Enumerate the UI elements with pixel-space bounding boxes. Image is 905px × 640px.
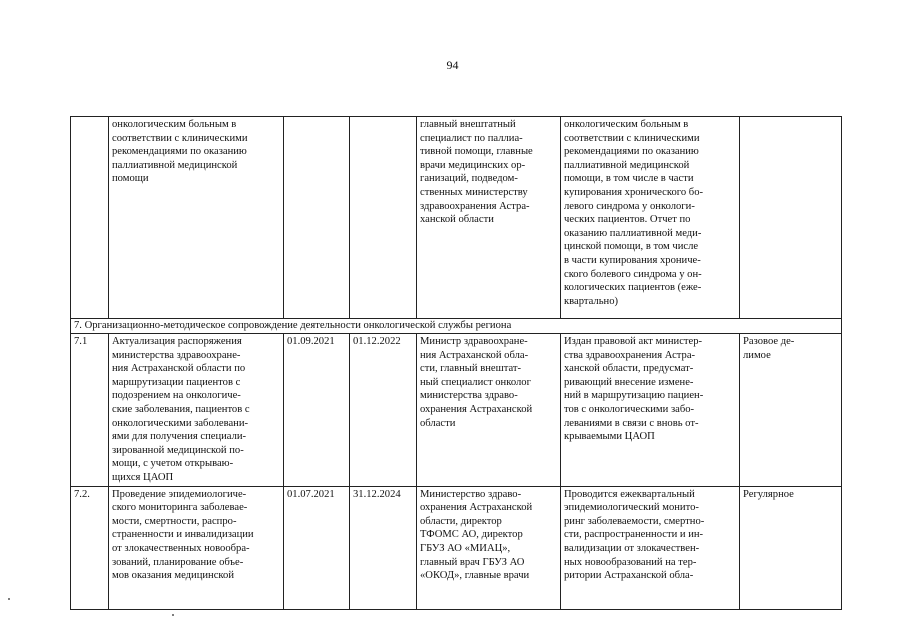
- scan-speck: [172, 614, 174, 616]
- row-number: 7.2.: [71, 486, 109, 609]
- type-cell: Регулярное: [740, 486, 842, 609]
- result-cell: онкологическим больным в соответствии с клиническими рекомендациями по оказанию паллиативной медицинской помощи, в том числе в части купирования хронического бо- левого синдрома у онкологи- ческих пациентов. Отчет по оказанию паллиативной меди- цинской помощи, в том числе в части купирования хрониче- ского болевого синдрома у он- кологических пациентов (еже- квартально): [561, 117, 740, 319]
- section-title: 7. Организационно-методическое сопровождение деятельности онкологической службы региона: [71, 319, 842, 334]
- result-cell: Проводится ежеквартальный эпидемиологический монито- ринг заболеваемости, смертно- сти, распространенности и ин- валидизации от злокачествен- ных новообразований на тер- ритории Астраханской обла-: [561, 486, 740, 609]
- scan-speck: [8, 598, 10, 600]
- end-date-cell: [350, 117, 417, 319]
- responsible-cell: Министр здравоохране- ния Астраханской обла- сти, главный внештат- ный специалист онколог министерства здраво- охранения Астраханской области: [417, 334, 561, 487]
- type-cell: Разовое де- лимое: [740, 334, 842, 487]
- end-date-cell: 31.12.2024: [350, 486, 417, 609]
- table-row: [71, 486, 842, 609]
- measure-cell: Актуализация распоряжения министерства здравоохране- ния Астраханской области по маршрутизации пациентов с подозрением на онкологиче- ские заболевания, пациентов с онкологическими заболевани- ями для получения специали- зированной медицинской по- мощи, с учетом открываю- щихся ЦАОП: [109, 334, 284, 487]
- start-date-cell: [284, 117, 350, 319]
- section-row: [71, 319, 842, 334]
- type-cell: [740, 117, 842, 319]
- page-number: 94: [446, 58, 459, 72]
- responsible-cell: Министерство здраво- охранения Астраханской области, директор ТФОМС АО, директор ГБУЗ АО «МИАЦ», главный врач ГБУЗ АО «ОКОД», главные врачи: [417, 486, 561, 609]
- row-number: [71, 117, 109, 319]
- responsible-cell: главный внештатный специалист по паллиа- тивной помощи, главные врачи медицинских ор- ганизаций, подведом- ственных министерству здравоохранения Астра- ханской области: [417, 117, 561, 319]
- result-cell: Издан правовой акт министер- ства здравоохранения Астра- ханской области, предусмат- ривающий внесение измене- ний в маршрутизацию пациен- тов с онкологическими забо- леваниями в связи с вновь от- крываемыми ЦАОП: [561, 334, 740, 487]
- table-row: [71, 117, 842, 319]
- row-number: 7.1: [71, 334, 109, 487]
- start-date-cell: 01.07.2021: [284, 486, 350, 609]
- plan-table: [70, 116, 842, 610]
- measure-cell: Проведение эпидемиологиче- ского мониторинга заболевае- мости, смертности, распро- страненности и инвалидизации от злокачественных новообра- зований, планирование объе- мов оказания медицинской: [109, 486, 284, 609]
- measure-cell: онкологическим больным в соответствии с клиническими рекомендациями по оказанию паллиативной медицинской помощи: [109, 117, 284, 319]
- table-row: [71, 334, 842, 487]
- start-date-cell: 01.09.2021: [284, 334, 350, 487]
- end-date-cell: 01.12.2022: [350, 334, 417, 487]
